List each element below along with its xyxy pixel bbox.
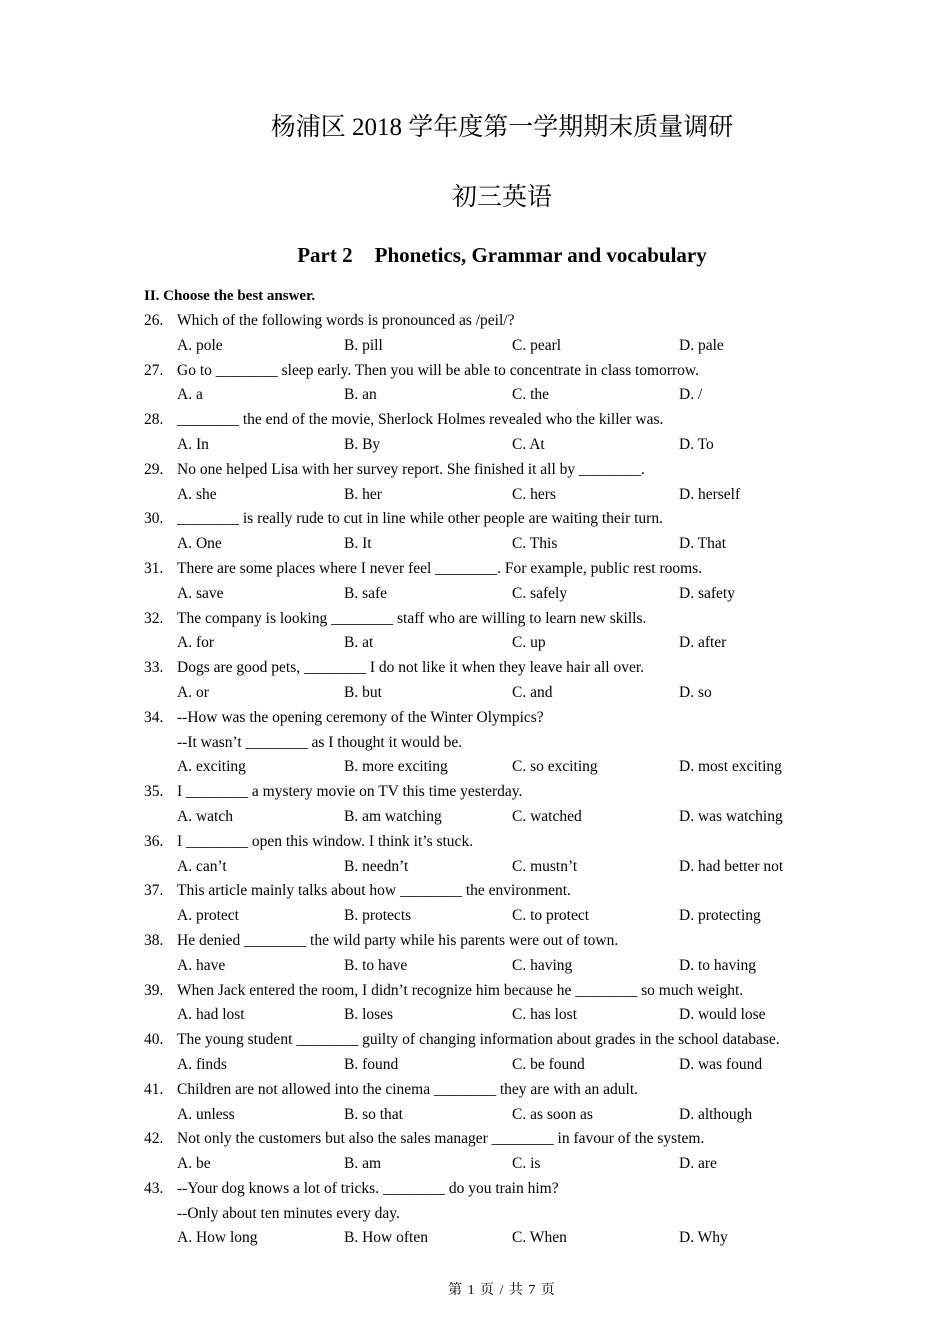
question-number: 33. (144, 659, 164, 677)
answer-option-d: D. / (679, 386, 703, 404)
question-stem: Go to ________ sleep early. Then you will be able to concentrate in class tomorrow. (177, 361, 699, 379)
answer-option-a: A. exciting (177, 758, 246, 776)
answer-option-c: C. This (512, 535, 558, 553)
answer-option-d: D. was found (679, 1055, 763, 1073)
question-number: 28. (144, 411, 164, 429)
answer-option-b: B. more exciting (344, 758, 448, 776)
answer-option-b: B. needn’t (344, 857, 409, 875)
answer-option-c: C. safely (512, 584, 568, 602)
question-stem-row (144, 507, 844, 532)
answer-option-a: A. for (177, 634, 215, 652)
question-stem-row (144, 458, 844, 483)
answer-option-a: A. How long (177, 1229, 258, 1247)
answer-options-row (144, 805, 844, 830)
question-number: 29. (144, 460, 164, 478)
question-stem: The company is looking ________ staff who are willing to learn new skills. (177, 609, 647, 627)
answer-option-a: A. a (177, 386, 203, 404)
answer-option-b: B. protects (344, 907, 412, 925)
question-number: 43. (144, 1179, 164, 1197)
answer-option-a: A. save (177, 584, 224, 602)
answer-options-row (144, 1103, 844, 1128)
answer-option-c: C. mustn’t (512, 857, 578, 875)
answer-option-c: C. has lost (512, 1006, 578, 1024)
question-stem-row (144, 408, 844, 433)
question-stem-row (144, 706, 844, 731)
page-footer: 第 1 页 / 共 7 页 (448, 1283, 556, 1298)
answer-option-b: B. How often (344, 1229, 428, 1247)
answer-options-row (144, 1053, 844, 1078)
question-stem: No one helped Lisa with her survey report. She finished it all by ________. (177, 460, 645, 478)
answer-option-b: B. safe (344, 584, 388, 602)
question-stem: There are some places where I never feel ________. For example, public rest rooms. (177, 559, 703, 577)
question-stem: --It wasn’t ________ as I thought it would be. (177, 733, 463, 751)
answer-options-row (144, 1152, 844, 1177)
question-stem-row (144, 309, 844, 334)
answer-option-b: B. her (344, 485, 382, 503)
question-stem-row (144, 607, 844, 632)
question-stem: ________ the end of the movie, Sherlock Holmes revealed who the killer was. (177, 411, 664, 429)
section-heading: II. Choose the best answer. (144, 288, 316, 304)
question-number: 27. (144, 361, 164, 379)
answer-options-row (144, 383, 844, 408)
answer-option-b: B. pill (344, 336, 383, 354)
question-stem-row (144, 359, 844, 384)
answer-options-row (144, 1226, 844, 1251)
question-number: 41. (144, 1080, 164, 1098)
question-stem-row (144, 830, 844, 855)
question-number: 32. (144, 609, 164, 627)
question-stem-row (144, 1127, 844, 1152)
question-stem-row (144, 780, 844, 805)
answer-option-a: A. have (177, 956, 226, 974)
answer-option-a: A. watch (177, 807, 233, 825)
part-heading (0, 241, 950, 269)
answer-option-b: B. am (344, 1155, 382, 1173)
answer-options-row (144, 334, 844, 359)
answer-option-d: D. protecting (679, 907, 761, 925)
answer-option-c: C. as soon as (512, 1105, 593, 1123)
answer-options-row (144, 954, 844, 979)
answer-option-d: D. That (679, 535, 727, 553)
answer-option-d: D. are (679, 1155, 717, 1173)
question-stem: --Your dog knows a lot of tricks. ________ do you train him? (177, 1179, 559, 1197)
question-stem: Not only the customers but also the sales manager ________ in favour of the system. (177, 1130, 705, 1148)
answer-option-c: C. is (512, 1155, 541, 1173)
question-stem-row (144, 557, 844, 582)
answer-option-c: C. be found (512, 1055, 585, 1073)
answer-option-b: B. so that (344, 1105, 403, 1123)
answer-option-d: D. herself (679, 485, 741, 503)
answer-option-d: D. most exciting (679, 758, 782, 776)
answer-option-d: D. To (679, 435, 714, 453)
answer-option-c: C. having (512, 956, 573, 974)
answer-option-d: D. although (679, 1105, 753, 1123)
answer-option-b: B. to have (344, 956, 408, 974)
question-stem: --How was the opening ceremony of the Winter Olympics? (177, 708, 544, 726)
part-name: Phonetics, Grammar and vocabulary (374, 243, 707, 267)
answer-option-a: A. be (177, 1155, 211, 1173)
answer-option-c: C. so exciting (512, 758, 598, 776)
answer-option-a: A. had lost (177, 1006, 245, 1024)
answer-option-c: C. pearl (512, 336, 562, 354)
answer-option-b: B. but (344, 683, 382, 701)
question-stem: Children are not allowed into the cinema ________ they are with an adult. (177, 1080, 638, 1098)
page-subtitle: 初三英语 (451, 184, 552, 211)
question-number: 26. (144, 312, 164, 329)
answer-options-row (144, 631, 844, 656)
question-stem: Which of the following words is pronounced as /peil/? (177, 312, 515, 329)
answer-option-d: D. safety (679, 584, 735, 602)
answer-option-d: D. pale (679, 336, 724, 354)
question-number: 30. (144, 510, 164, 528)
page-title: 杨浦区 2018 学年度第一学期期末质量调研 (270, 114, 734, 141)
answer-option-b: B. found (344, 1055, 399, 1073)
answer-option-b: B. By (344, 435, 381, 453)
answer-option-c: C. and (512, 683, 553, 701)
question-stem: The young student ________ guilty of changing information about grades in the school database. (177, 1031, 780, 1049)
answer-option-a: A. finds (177, 1055, 227, 1073)
question-number: 38. (144, 931, 164, 949)
answer-option-c: C. When (512, 1229, 567, 1247)
question-stem: Dogs are good pets, ________ I do not like it when they leave hair all over. (177, 659, 645, 677)
question-list (144, 309, 844, 1251)
answer-option-a: A. protect (177, 907, 239, 925)
question-number: 40. (144, 1031, 164, 1049)
question-stem: I ________ a mystery movie on TV this time yesterday. (177, 783, 523, 801)
answer-options-row (144, 433, 844, 458)
question-number: 37. (144, 882, 164, 900)
question-stem: --Only about ten minutes every day. (177, 1204, 400, 1222)
question-stem: He denied ________ the wild party while his parents were out of town. (177, 931, 619, 949)
answer-option-d: D. was watching (679, 807, 783, 825)
answer-option-c: C. At (512, 435, 545, 453)
answer-option-d: D. had better not (679, 857, 784, 875)
question-stem-row (144, 979, 844, 1004)
answer-options-row (144, 582, 844, 607)
question-number: 36. (144, 832, 164, 850)
answer-option-b: B. It (344, 535, 372, 553)
answer-option-d: D. Why (679, 1229, 728, 1247)
answer-option-c: C. hers (512, 485, 556, 503)
question-stem: ________ is really rude to cut in line while other people are waiting their turn. (177, 510, 663, 528)
question-stem: I ________ open this window. I think it’s stuck. (177, 832, 474, 850)
answer-options-row (144, 755, 844, 780)
answer-options-row (144, 681, 844, 706)
part-number: Part 2 (297, 243, 353, 267)
answer-option-b: B. loses (344, 1006, 394, 1024)
question-stem-row (144, 879, 844, 904)
answer-options-row (144, 855, 844, 880)
answer-option-b: B. am watching (344, 807, 442, 825)
answer-option-a: A. or (177, 683, 209, 701)
answer-option-a: A. In (177, 435, 209, 453)
question-stem: This article mainly talks about how ________ the environment. (177, 882, 571, 900)
answer-option-a: A. unless (177, 1105, 235, 1123)
question-stem-row (144, 1177, 844, 1202)
answer-option-d: D. would lose (679, 1006, 766, 1024)
question-number: 31. (144, 559, 164, 577)
answer-option-d: D. after (679, 634, 727, 652)
answer-option-b: B. at (344, 634, 374, 652)
question-number: 42. (144, 1130, 164, 1148)
question-stem-row (144, 929, 844, 954)
question-stem-continuation (144, 1202, 844, 1227)
answer-option-d: D. to having (679, 956, 757, 974)
answer-option-b: B. an (344, 386, 377, 404)
answer-option-d: D. so (679, 683, 712, 701)
answer-option-a: A. pole (177, 336, 223, 354)
question-number: 35. (144, 783, 164, 801)
question-stem-row (144, 656, 844, 681)
answer-option-a: A. can’t (177, 857, 227, 875)
answer-options-row (144, 1003, 844, 1028)
question-stem-row (144, 1028, 844, 1053)
question-stem-continuation (144, 731, 844, 756)
answer-options-row (144, 483, 844, 508)
answer-option-c: C. watched (512, 807, 582, 825)
answer-option-a: A. she (177, 485, 217, 503)
answer-option-c: C. the (512, 386, 550, 404)
question-stem-row (144, 1078, 844, 1103)
question-stem: When Jack entered the room, I didn’t recognize him because he ________ so much weight. (177, 981, 744, 999)
question-number: 39. (144, 981, 164, 999)
question-number: 34. (144, 708, 164, 726)
answer-options-row (144, 904, 844, 929)
answer-option-a: A. One (177, 535, 222, 553)
answer-options-row (144, 532, 844, 557)
answer-option-c: C. to protect (512, 907, 590, 925)
answer-option-c: C. up (512, 634, 546, 652)
